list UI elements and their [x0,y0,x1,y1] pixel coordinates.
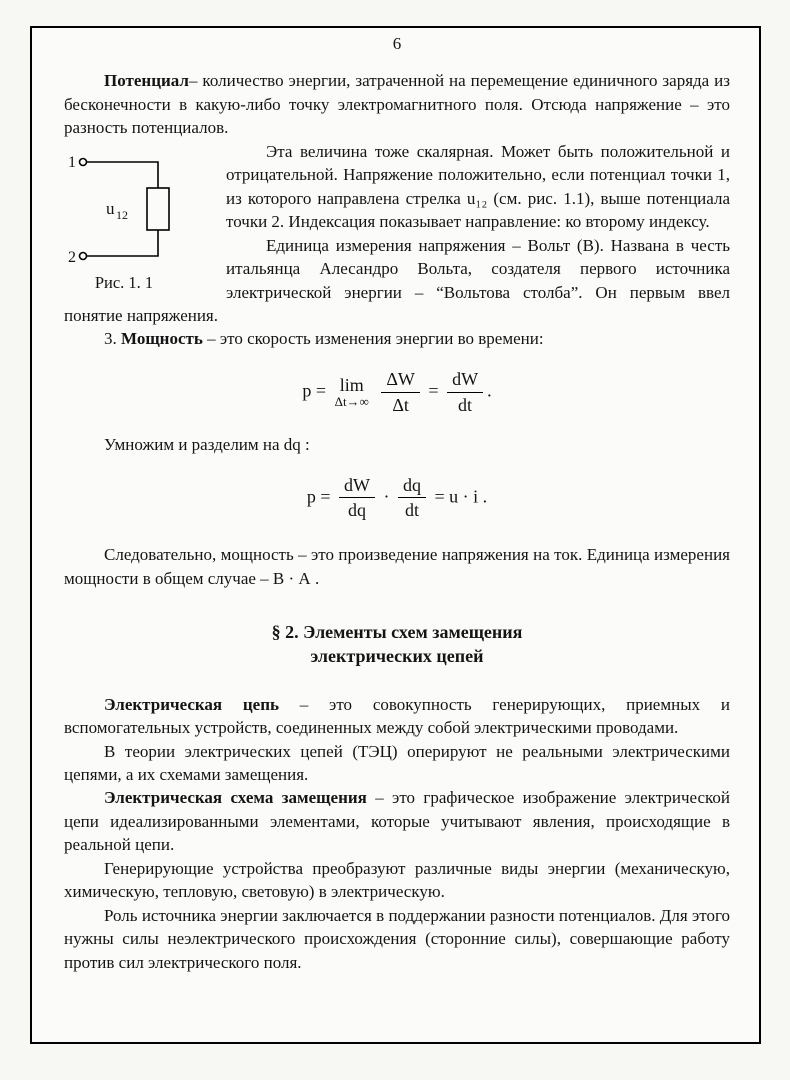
paragraph-electric-circuit-text: – это совокупность генерирующих, приемных и вспомогательных устройств, соединенных между собой электрическими проводами. [64,694,730,738]
fraction-dq-dt [394,475,430,521]
wire-bottom [87,230,159,256]
paragraph-generators: Генерирующие устройства преобразуют различные виды энергии (механическую, химическую, тепловую, световую) в электрическую. [64,858,730,902]
section-heading-line1: § 2. Элементы схем замещения [271,622,523,642]
terminal-1-dot [80,158,87,165]
fraction-dW-dq [335,475,379,521]
limit-subscript: Δt→∞ [334,393,369,409]
formula1-period: . [487,380,492,401]
frac3-denominator: dq [348,500,366,521]
term-power: Мощность [121,329,203,349]
formula1-lhs: p = [302,380,327,401]
paragraph-power [64,327,730,350]
paragraph-power-text: – это скорость изменения энергии во времени: [207,329,544,349]
formula-power-ui [64,475,730,521]
paragraph-potential [64,69,730,139]
wire-top [87,162,159,188]
circuit-diagram [66,148,191,270]
element-box [147,188,169,230]
paragraph-multiply: Умножим и разделим на dq : [104,435,310,455]
limit-text: lim [339,374,364,395]
paragraph-scalar: Эта величина тоже скалярная. Может быть положительной и отрицательной. Напряжение положительно, если потенциал точки 1, из которого направлена стрелка u₁₂ (см. рис. 1.1), выше потенциала точки 2. Индексация показывает направление: ко второму индексу. [226,141,730,232]
formula2-rhs: = u · i . [434,486,488,507]
frac4-numerator: dq [398,475,426,499]
formula2-dot: · [383,486,390,507]
formula2-lhs: p = [306,486,331,507]
paragraph-equivalent-schema-text: – это графическое изображение электрической цепи идеализированными элементами, которые учитывают явления, происходящие в реальной цепи. [64,788,730,855]
section-heading-line2: электрических цепей [310,646,484,667]
terminal-1-label: 1 [68,153,76,171]
paragraph-electric-circuit [64,693,730,740]
terminal-2-dot [80,252,87,259]
power-item-number: 3. [104,329,117,349]
fraction-dW-dt-delta [377,369,424,415]
figure-caption: Рис. 1. 1 [94,272,154,292]
section-heading [64,620,730,669]
term-equivalent-schema: Электрическая схема замещения [104,788,367,808]
formula-power-limit [64,369,730,415]
fraction-dW-dt [443,369,487,415]
frac1-denominator: Δt [392,394,409,415]
paragraph-equivalent-schema [64,786,730,856]
paragraph-potential-text: – количество энергии, затраченной на перемещение единичного заряда из бесконечности в какую-либо точку электромагнитного поля. Отсюда напряжение – это разность потенциалов. [64,71,730,138]
limit-operator [335,376,369,409]
formula1-equals: = [428,380,439,401]
term-potential: Потенциал [104,71,189,91]
frac2-numerator: dW [447,369,483,393]
voltage-label: u [106,198,115,218]
frac2-denominator: dt [458,394,473,415]
paragraph-volt: Единица измерения напряжения – Вольт (В). Названа в честь итальянца Алесандро Вольта, создателя первого источника электрической энергии – “Вольтова столба”. Он первым ввел понятие напряжения. [64,235,730,325]
terminal-2-label: 2 [68,248,76,266]
paragraph-source-role: Роль источника энергии заключается в поддержании разности потенциалов. Для этого нужны силы неэлектрического происхождения (сторонние силы), совершающие работу против сил электрического поля. [64,905,730,972]
page-number: 6 [392,34,402,53]
paragraph-conclusion: Следовательно, мощность – это произведение напряжения на ток. Единица измерения мощности в общем случае – В · А . [64,545,730,588]
frac4-denominator: dt [404,500,419,521]
voltage-label-subscript: 12 [116,207,128,222]
frac1-numerator: ΔW [381,369,420,393]
paragraph-tec: В теории электрических цепей (ТЭЦ) оперируют не реальными электрическими цепями, а их схемами замещения. [64,741,730,784]
term-electric-circuit: Электрическая цепь [104,694,280,714]
figure-1-1 [64,148,216,295]
frac3-numerator: dW [339,475,375,499]
page-content [64,32,730,974]
